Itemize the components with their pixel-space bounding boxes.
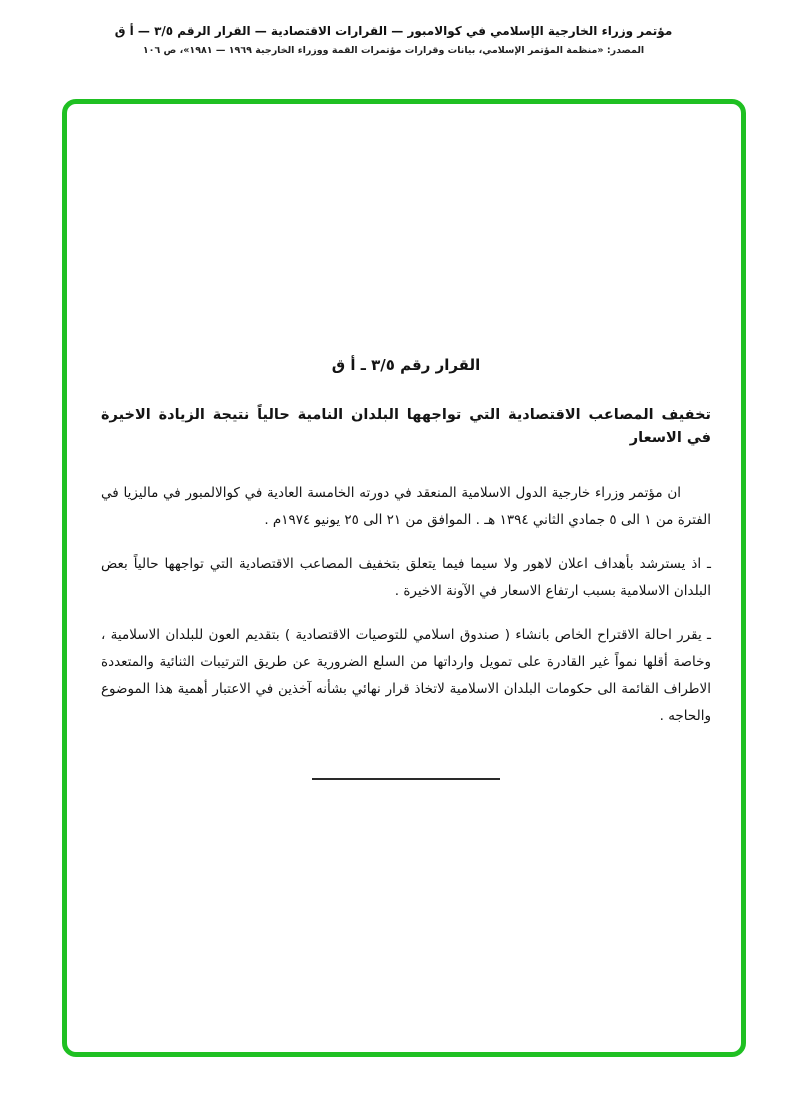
document-frame [62, 99, 746, 1057]
source-header [0, 24, 787, 56]
paragraph-preamble: ان مؤتمر وزراء خارجية الدول الاسلامية المنعقد في دورته الخامسة العادية في كوالالمبور في ماليزيا في الفترة من ١ الى ٥ جمادي الثاني ١٣٩٤ هـ . الموافق من ٢١ الى ٢٥ يونيو ١٩٧٤م . [101, 485, 711, 529]
header-title: مؤتمر وزراء الخارجية الإسلامي في كوالامبور — القرارات الاقتصادية — القرار الرقم ٣/٥ — أ ق [114, 24, 673, 38]
paragraph-guided-by: ـ اذ يسترشد بأهداف اعلان لاهور ولا سيما فيما يتعلق بتخفيف المصاعب الاقتصادية التي تواجهها حالياً بعض البلدان الاسلامية بسبب ارتفاع الاسعار في الآونة الاخيرة . [101, 556, 711, 600]
divider-line [312, 778, 500, 780]
paragraph-decision: ـ يقرر احالة الاقتراح الخاص بانشاء ( صندوق اسلامي للتوصيات الاقتصادية ) بتقديم العون للبلدان الاسلامية ، وخاصة أقلها نمواً غير القادرة على تمويل وارداتها من السلع الضرورية عن طريق الترتيبات الثنائية والمتعددة الاطراف القائمة الى حكومات البلدان الاسلامية لاتخاذ قرار نهائي بشأنه آخذين في الاعتبار أهمية هذا الموضوع والحاجه . [101, 627, 711, 725]
document-content [67, 104, 741, 780]
header-source-citation: المصدر: «منظمة المؤتمر الإسلامي، بيانات وقرارات مؤتمرات القمة ووزراء الخارجية ١٩٦٩ — ١٩٨١»، ص ١٠٦ [142, 45, 645, 56]
resolution-number-title: القرار رقم ٣/٥ ـ أ ق [331, 356, 481, 374]
resolution-heading: تخفيف المصاعب الاقتصادية التي تواجهها البلدان النامية حالياً نتيجة الزيادة الاخيرة في الاسعار [101, 407, 711, 447]
